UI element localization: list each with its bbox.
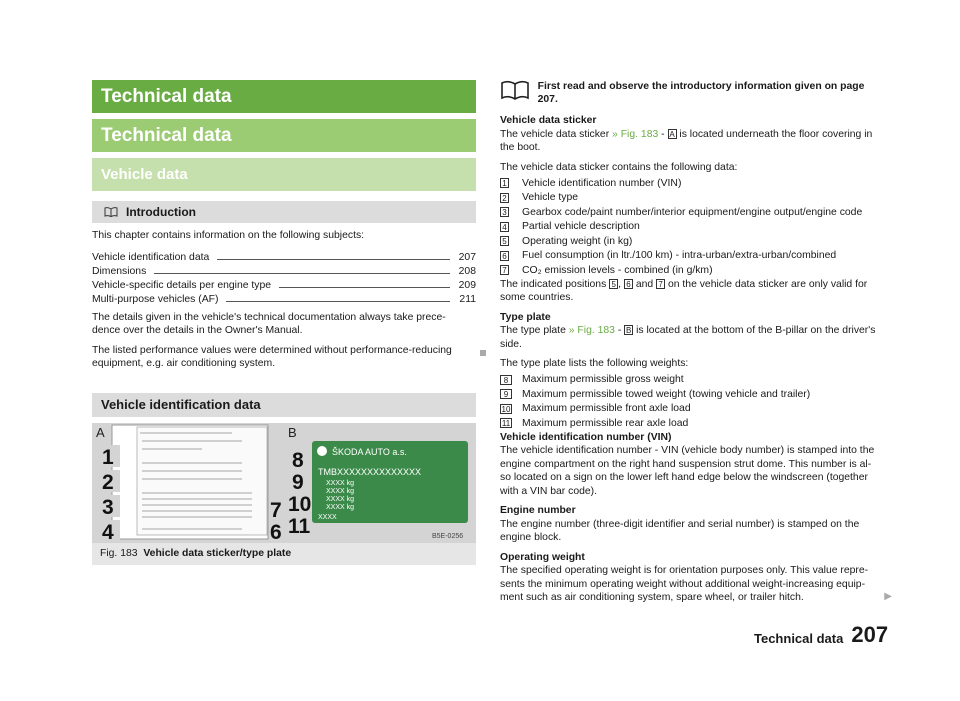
label-b-box: B [626,326,632,336]
list-item: 11 Maximum permissible rear axle load [501,417,689,429]
fig-reference-link[interactable]: » Fig. 183 [568,325,615,336]
svg-text:XXXX kg: XXXX kg [326,487,355,495]
callout-7: 7 [270,498,282,522]
callout-4: 4 [102,520,114,543]
toc-item[interactable]: Vehicle-specific details per engine type 209 [92,279,476,291]
caption-text: Vehicle data sticker/type plate [143,547,292,559]
list-item: 9 Maximum permissible towed weight (towing vehicle and trailer) [500,387,884,402]
sticker-lead: The vehicle data sticker contains the following data: [500,161,738,173]
callout-9: 9 [292,470,304,494]
list-item: 1 Vehicle identification number (VIN) [500,176,884,191]
list-item: 5 Operating weight (in kg) [500,234,884,249]
page-footer [754,624,888,646]
toc-item[interactable]: Multi-purpose vehicles (AF) 211 [92,293,476,305]
notice [500,80,884,106]
list-item: 6 Fuel consumption (in ltr./100 km) - intra-urban/extra-urban/combined [500,249,884,264]
intro-paragraph-1: The details given in the vehicle's technical documentation always take prece- dence over the details in the Owner's Manual. [92,311,446,336]
figure-caption [92,543,476,565]
callout-3: 3 [102,495,114,519]
weight-paragraph: Operating weight The specified operating weight is for orientation purposes only. This value repre- sents the minimum operating weight without additional weight-increasing equip- ment such as air conditioning system, spare wheel, or trailer hitch. ▶ [500,551,892,603]
page-number: 207 [851,622,889,647]
svg-text:XXXX: XXXX [318,513,337,521]
svg-text:XXXX kg: XXXX kg [326,495,355,503]
callout-11: 11 [288,514,311,538]
callout-6: 6 [270,520,282,543]
toc-item[interactable]: Vehicle identification data 207 [92,251,476,263]
section-end-marker [480,350,486,356]
vin-section-heading: Vehicle identification data [92,393,476,417]
subsection-title: Vehicle data [92,158,476,191]
figure-code: B5E-0256 [432,532,464,540]
figure-label-a: A [96,424,105,440]
svg-text:XXXX kg: XXXX kg [326,479,355,487]
sticker-items-list [500,176,884,278]
right-column [500,80,892,605]
left-column [92,80,476,565]
intro-lead: This chapter contains information on the following subjects: [92,230,365,241]
table-of-contents [92,249,476,305]
caption-number: Fig. 183 [100,547,138,559]
book-icon [104,202,120,224]
callout-10: 10 [288,492,312,516]
chapter-title: Technical data [92,80,476,113]
type-plate-vin: TMBXXXXXXXXXXXXXX [318,466,422,477]
book-icon [500,80,538,105]
label-a-box: A [669,129,675,139]
intro-paragraph-2: The listed performance values were determined without performance-reducing equipment, e.g. air conditioning system. [92,344,476,371]
callout-2: 2 [102,470,114,494]
engine-paragraph: Engine number The engine number (three-digit identifier and serial number) is stamped on the engine block. [500,505,860,543]
callout-8: 8 [292,448,304,472]
notice-text: First read and observe the introductory information given on page 207. [537,81,865,105]
list-item: 8 Maximum permissible gross weight [500,373,884,388]
toc-item[interactable]: Dimensions 208 [92,265,476,277]
list-item: 10 Maximum permissible front axle load [501,403,691,415]
intro-heading-bar [92,201,476,223]
positions-paragraph: The indicated positions 5 , 6 and 7 on the vehicle data sticker are only valid for some countries. [500,278,868,303]
vin-paragraph: Vehicle identification number (VIN) The vehicle identification number - VIN (vehicle body number) is stamped into the engine compartment on the right hand suspension strut dome. This number is al- so located on a sign on the lower left hand edge below the windscreen (together with a VIN bar code). [500,431,875,497]
list-item: 4 Partial vehicle description [500,220,884,235]
figure-label-b: B [288,424,297,440]
continue-arrow-icon: ▶ [884,590,892,602]
list-item: 7 CO₂ emission levels - combined (in g/km) [500,263,884,278]
sticker-paragraph: Vehicle data sticker The vehicle data sticker » Fig. 183 - A is located underneath the floor covering in the boot. [500,115,873,153]
type-plate-maker: ŠKODA AUTO a.s. [332,446,407,457]
footer-label: Technical data [754,631,844,646]
callout-1: 1 [102,445,114,469]
list-item: 2 Vehicle type [500,191,884,206]
section-title: Technical data [92,119,476,152]
intro-heading: Introduction [126,205,196,219]
plate-lead: The type plate lists the following weights: [500,358,689,369]
plate-items-list [500,373,884,431]
list-item: 3 Gearbox code/paint number/interior equipment/engine output/engine code [500,205,884,220]
svg-text:XXXX kg: XXXX kg [326,503,355,511]
type-plate-paragraph: Type plate The type plate » Fig. 183 - B is located at the bottom of the B-pillar on the driver's side. [500,311,876,350]
figure-illustration [92,423,476,543]
figure-183 [92,423,476,543]
fig-reference-link[interactable]: » Fig. 183 [612,128,659,140]
